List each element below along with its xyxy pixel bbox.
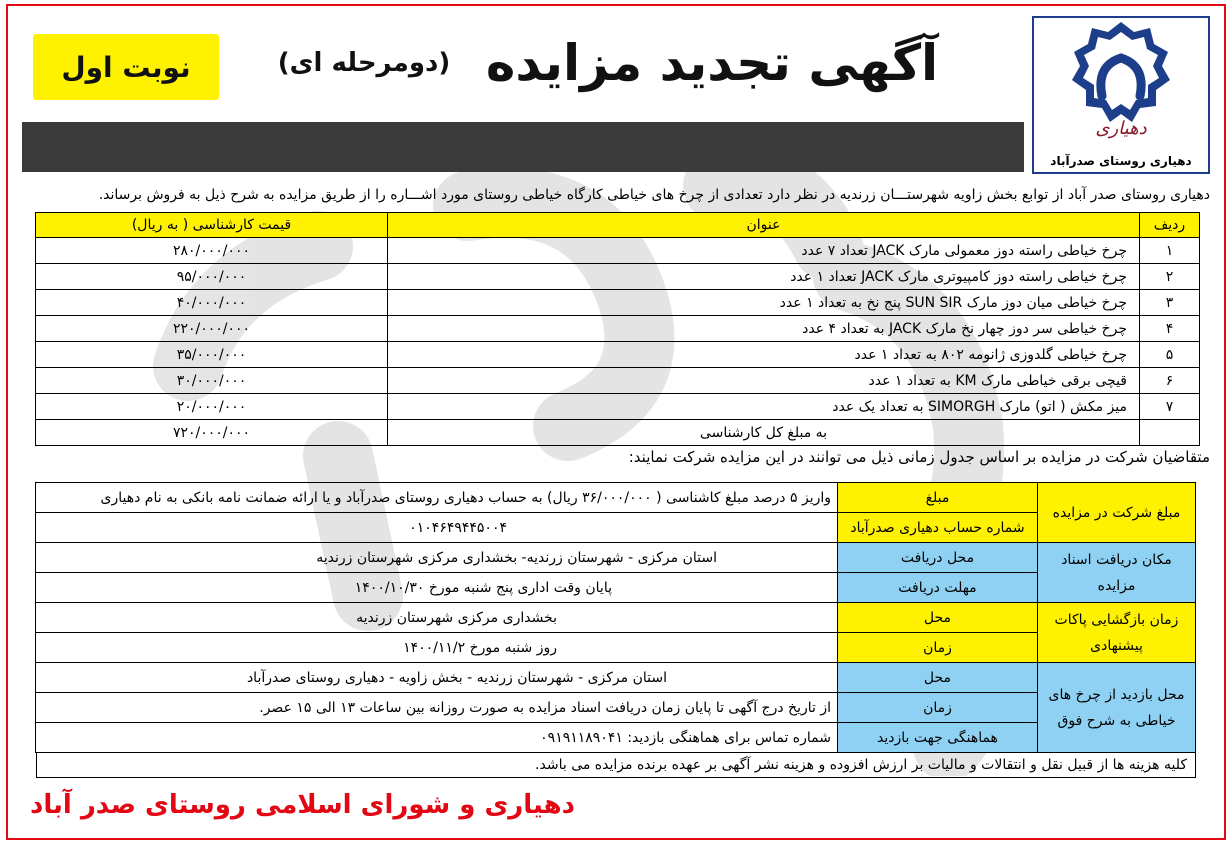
intro-paragraph: دهیاری روستای صدر آباد از توابع بخش زاویه شهرستـــان زرندیه در نظر دارد تعدادی از چرخ های خیاطی کارگاه خیاطی روستای مورد اشـــاره را از طریق مزایده به شرح ذیل به فروش برساند. — [98, 187, 1210, 203]
visit-time-value: از تاریخ درج آگهی تا پایان زمان دریافت اسناد مزایده به صورت روزانه بین ساعات ۱۳ الی ۱۵ عصر. — [36, 693, 838, 723]
participation-heading: مبلغ شرکت در مزایده — [1038, 483, 1196, 543]
row-number: ۳ — [1140, 290, 1200, 316]
table-row — [36, 238, 1200, 264]
item-title: چرخ خیاطی راسته دوز معمولی مارک JACK تعداد ۷ عدد — [388, 238, 1140, 264]
schedule-intro: متقاضیان شرکت در مزایده بر اساس جدول زمانی ذیل می توانند در این مزایده شرکت نمایند: — [628, 448, 1210, 466]
item-price: ۲۲۰/۰۰۰/۰۰۰ — [36, 316, 388, 342]
row-number: ۵ — [1140, 342, 1200, 368]
participation-amount-row — [36, 483, 1196, 513]
item-price: ۴۰/۰۰۰/۰۰۰ — [36, 290, 388, 316]
opening-place-row — [36, 603, 1196, 633]
header-divider-bar — [22, 122, 1024, 172]
documents-deadline-value: پایان وقت اداری پنج شنبه مورخ ۱۴۰۰/۱۰/۳۰ — [36, 573, 838, 603]
account-label: شماره حساب دهیاری صدرآباد — [838, 513, 1038, 543]
col-header-row-number: ردیف — [1140, 213, 1200, 238]
documents-heading: مکان دریافت اسناد مزایده — [1038, 543, 1196, 603]
opening-place-label: محل — [838, 603, 1038, 633]
item-title: چرخ خیاطی میان دوز مارک SUN SIR پنج نخ به تعداد ۱ عدد — [388, 290, 1140, 316]
table-row — [36, 264, 1200, 290]
item-title: چرخ خیاطی سر دوز چهار نخ مارک JACK به تعداد ۴ عدد — [388, 316, 1140, 342]
item-price: ۲۸۰/۰۰۰/۰۰۰ — [36, 238, 388, 264]
visit-place-row — [36, 663, 1196, 693]
item-title: چرخ خیاطی راسته دوز کامپیوتری مارک JACK تعداد ۱ عدد — [388, 264, 1140, 290]
table-row — [36, 368, 1200, 394]
logo-word: دهیاری — [1095, 118, 1147, 139]
item-title: چرخ خیاطی گلدوزی ژانومه ۸۰۲ به تعداد ۱ عدد — [388, 342, 1140, 368]
row-number: ۶ — [1140, 368, 1200, 394]
logo-caption: دهیاری روستای صدرآباد — [1050, 154, 1192, 168]
item-title: میز مکش ( اتو) مارک SIMORGH به تعداد یک عدد — [388, 394, 1140, 420]
opening-time-row — [36, 633, 1196, 663]
documents-place-row — [36, 543, 1196, 573]
notice-frame — [6, 4, 1226, 840]
table-row — [36, 394, 1200, 420]
visit-heading: محل بازدید از چرخ های خیاطی به شرح فوق — [1038, 663, 1196, 753]
opening-heading: زمان بازگشایی پاکات پیشنهادی — [1038, 603, 1196, 663]
item-price: ۳۰/۰۰۰/۰۰۰ — [36, 368, 388, 394]
row-number: ۲ — [1140, 264, 1200, 290]
visit-coordination-label: هماهنگی جهت بازدید — [838, 723, 1038, 753]
visit-place-value: استان مرکزی - شهرستان زرندیه - بخش زاویه - دهیاری روستای صدرآباد — [36, 663, 838, 693]
account-number: ۰۱۰۴۶۴۹۴۴۵۰۰۴ — [36, 513, 838, 543]
table-row — [36, 342, 1200, 368]
opening-time-value: روز شنبه مورخ ۱۴۰۰/۱۱/۲ — [36, 633, 838, 663]
page-subtitle: (دومرحله ای) — [277, 48, 451, 78]
signature: دهیاری و شورای اسلامی روستای صدر آباد — [30, 790, 576, 820]
items-header-row — [36, 213, 1200, 238]
opening-place-value: بخشداری مرکزی شهرستان زرندیه — [36, 603, 838, 633]
schedule-table — [35, 482, 1196, 753]
row-number: ۱ — [1140, 238, 1200, 264]
documents-place-value: استان مرکزی - شهرستان زرندیه- بخشداری مرکزی شهرستان زرندیه — [36, 543, 838, 573]
table-row — [36, 316, 1200, 342]
dehyari-logo — [1032, 16, 1210, 174]
total-label: به مبلغ کل کارشناسی — [388, 420, 1140, 446]
table-row — [36, 290, 1200, 316]
item-price: ۳۵/۰۰۰/۰۰۰ — [36, 342, 388, 368]
visit-coordination-row — [36, 723, 1196, 753]
first-round-badge: نوبت اول — [33, 34, 219, 100]
participation-amount-label: مبلغ — [838, 483, 1038, 513]
participation-account-row — [36, 513, 1196, 543]
participation-amount-value: واریز ۵ درصد مبلغ کاشناسی ( ۳۶/۰۰۰/۰۰۰ ریال) به حساب دهیاری روستای صدرآباد و یا ارائه ضمانت نامه بانکی به نام دهیاری — [36, 483, 838, 513]
total-price: ۷۲۰/۰۰۰/۰۰۰ — [36, 420, 388, 446]
total-row — [36, 420, 1200, 446]
documents-place-label: محل دریافت — [838, 543, 1038, 573]
row-number: ۷ — [1140, 394, 1200, 420]
visit-time-row — [36, 693, 1196, 723]
logo-emblem — [1034, 18, 1208, 142]
row-number: ۴ — [1140, 316, 1200, 342]
documents-deadline-row — [36, 573, 1196, 603]
item-price: ۹۵/۰۰۰/۰۰۰ — [36, 264, 388, 290]
page-title: آگهی تجدید مزایده — [485, 34, 939, 92]
items-table — [35, 212, 1200, 446]
visit-time-label: زمان — [838, 693, 1038, 723]
documents-deadline-label: مهلت دریافت — [838, 573, 1038, 603]
visit-coordination-value: شماره تماس برای هماهنگی بازدید: ۰۹۱۹۱۱۸۹۰۴۱ — [36, 723, 838, 753]
total-empty-cell — [1140, 420, 1200, 446]
costs-footnote: کلیه هزینه ها از قبیل نقل و انتقالات و مالیات بر ارزش افزوده و هزینه نشر آگهی بر عهده برنده مزایده می باشد. — [36, 752, 1196, 778]
col-header-title: عنوان — [388, 213, 1140, 238]
opening-time-label: زمان — [838, 633, 1038, 663]
col-header-price: قیمت کارشناسی ( به ریال) — [36, 213, 388, 238]
item-title: قیچی برقی خیاطی مارک KM به تعداد ۱ عدد — [388, 368, 1140, 394]
item-price: ۲۰/۰۰۰/۰۰۰ — [36, 394, 388, 420]
visit-place-label: محل — [838, 663, 1038, 693]
